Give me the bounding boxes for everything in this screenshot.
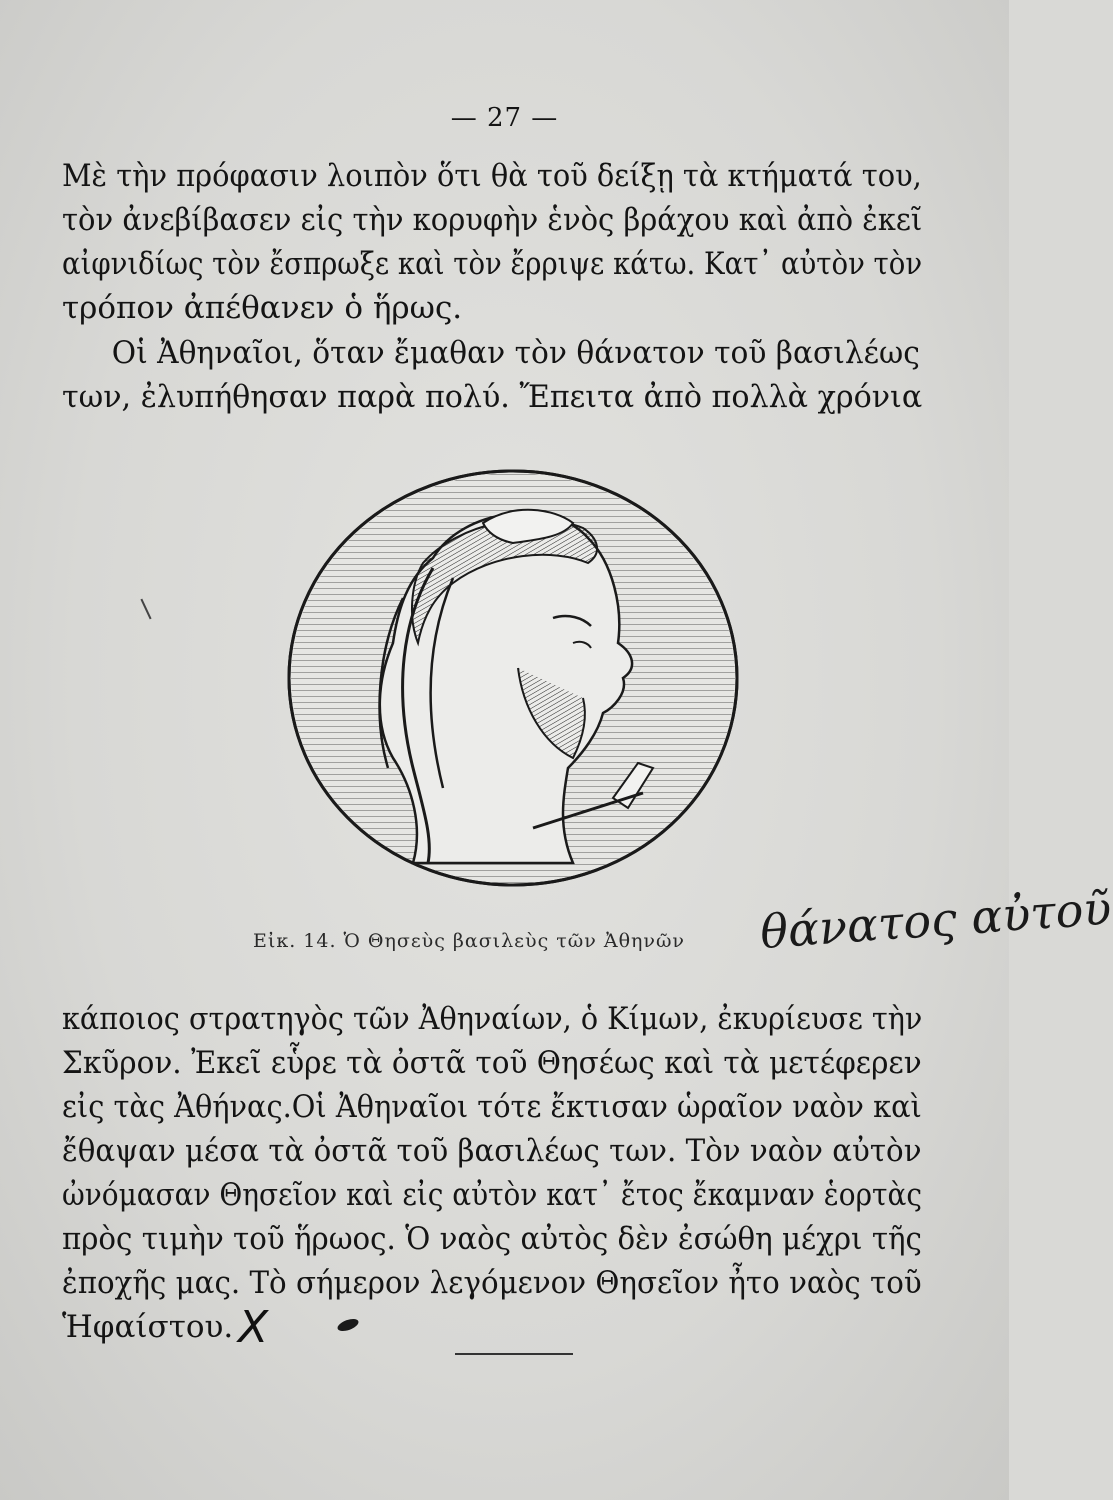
- text-line: πρὸς τιμὴν τοῦ ἥρωος. Ὁ ναὸς αὐτὸς δὲν ἐσώθη μέχρι τῆς: [62, 1221, 922, 1257]
- theseus-medallion-illustration: [283, 468, 743, 888]
- figure-caption: Εἰκ. 14. Ὁ Θησεὺς βασιλεὺς τῶν Ἀθηνῶν: [253, 930, 685, 952]
- text-line: ὠνόμασαν Θησεῖον καὶ εἰς αὐτὸν κατ᾿ ἔτος ἔκαμναν ἑορτὰς: [62, 1177, 922, 1213]
- text-line: Ἡφαίστου.: [62, 1309, 234, 1345]
- text-line: των, ἐλυπήθησαν παρὰ πολύ. Ἔπειτα ἀπὸ πολλὰ χρόνια: [62, 379, 923, 415]
- text-line: Μὲ τὴν πρόφασιν λοιπὸν ὅτι θὰ τοῦ δείξῃ τὰ κτήματά του,: [62, 158, 922, 194]
- text-line: Οἱ Ἀθηναῖοι, ὅταν ἔμαθαν τὸν θάνατον τοῦ βασιλέως: [111, 335, 920, 371]
- text-line: Σκῦρον. Ἐκεῖ εὗρε τὰ ὀστᾶ τοῦ Θησέως καὶ τὰ μετέφερεν: [62, 1045, 922, 1081]
- medallion-engraving: [283, 468, 743, 888]
- text-line: ἐποχῆς μας. Τὸ σήμερον λεγόμενον Θησεῖον ἦτο ναὸς τοῦ: [62, 1265, 922, 1301]
- text-line: εἰς τὰς Ἀθήνας.Οἱ Ἀθηναῖοι τότε ἔκτισαν ὡραῖον ναὸν καὶ: [62, 1089, 922, 1125]
- text-line: τρόπον ἀπέθανεν ὁ ἥρως.: [62, 290, 463, 326]
- page-number: — 27 —: [450, 103, 559, 133]
- text-line: τὸν ἀνεβίβασεν εἰς τὴν κορυφὴν ἑνὸς βράχου καὶ ἀπὸ ἐκεῖ: [62, 202, 923, 238]
- paragraph-3: [62, 997, 922, 1349]
- text-line: κάποιος στρατηγὸς τῶν Ἀθηναίων, ὁ Κίμων, ἐκυρίευσε τὴν: [62, 1001, 923, 1037]
- stray-pen-mark: [140, 599, 151, 620]
- paragraph-1: [62, 154, 922, 330]
- text-line: αἰφνιδίως τὸν ἔσπρωξε καὶ τὸν ἔρριψε κάτω. Κατ᾿ αὐτὸν τὸν: [62, 246, 923, 282]
- text-line: ἔθαψαν μέσα τὰ ὀστᾶ τοῦ βασιλέως των. Τὸν ναὸν αὐτὸν: [62, 1133, 922, 1169]
- paragraph-2: [62, 331, 922, 419]
- end-of-section-rule: [455, 1353, 573, 1355]
- handwritten-x-mark: X: [238, 1302, 269, 1353]
- handwritten-annotation: θάνατος αὐτοῦ: [758, 880, 1113, 960]
